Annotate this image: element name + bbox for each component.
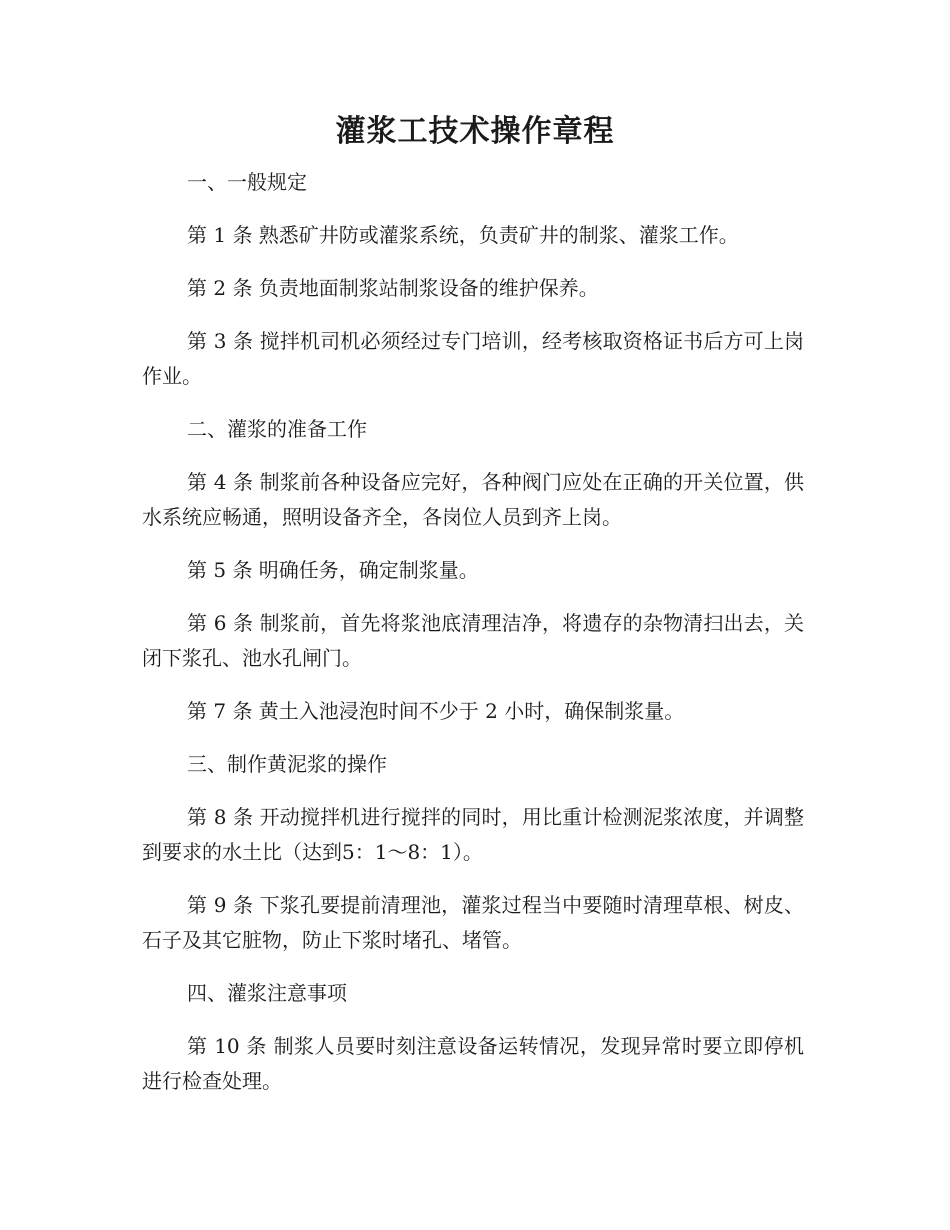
article-6: 第 6 条 制浆前，首先将浆池底清理洁净，将遗存的杂物清扫出去，关闭下浆孔、池水孔闸门。 — [142, 611, 804, 670]
article-3: 第 3 条 搅拌机司机必须经过专门培训，经考核取资格证书后方可上岗作业。 — [142, 329, 804, 388]
section-heading-preparation: 二、灌浆的准备工作 — [187, 417, 367, 441]
document-body — [142, 165, 804, 1117]
article-8: 第 8 条 开动搅拌机进行搅拌的同时，用比重计检测泥浆浓度，并调整到要求的水土比（达到5：1～8：1）。 — [142, 805, 804, 864]
article-5: 第 5 条 明确任务，确定制浆量。 — [187, 558, 479, 582]
article-7: 第 7 条 黄土入池浸泡时间不少于 2 小时，确保制浆量。 — [187, 699, 685, 723]
article-1: 第 1 条 熟悉矿井防或灌浆系统，负责矿井的制浆、灌浆工作。 — [187, 223, 739, 247]
article-2: 第 2 条 负责地面制浆站制浆设备的维护保养。 — [187, 276, 599, 300]
article-10: 第 10 条 制浆人员要时刻注意设备运转情况，发现异常时要立即停机进行检查处理。 — [142, 1034, 804, 1093]
section-heading-slurry-making: 三、制作黄泥浆的操作 — [187, 752, 387, 776]
article-4: 第 4 条 制浆前各种设备应完好，各种阀门应处在正确的开关位置，供水系统应畅通，照明设备齐全，各岗位人员到齐上岗。 — [142, 470, 804, 529]
document-title: 灌浆工技术操作章程 — [335, 114, 615, 149]
section-heading-precautions: 四、灌浆注意事项 — [187, 981, 347, 1005]
article-9: 第 9 条 下浆孔要提前清理池，灌浆过程当中要随时清理草根、树皮、石子及其它脏物，防止下浆时堵孔、堵管。 — [142, 893, 804, 952]
section-heading-general: 一、一般规定 — [187, 170, 307, 194]
